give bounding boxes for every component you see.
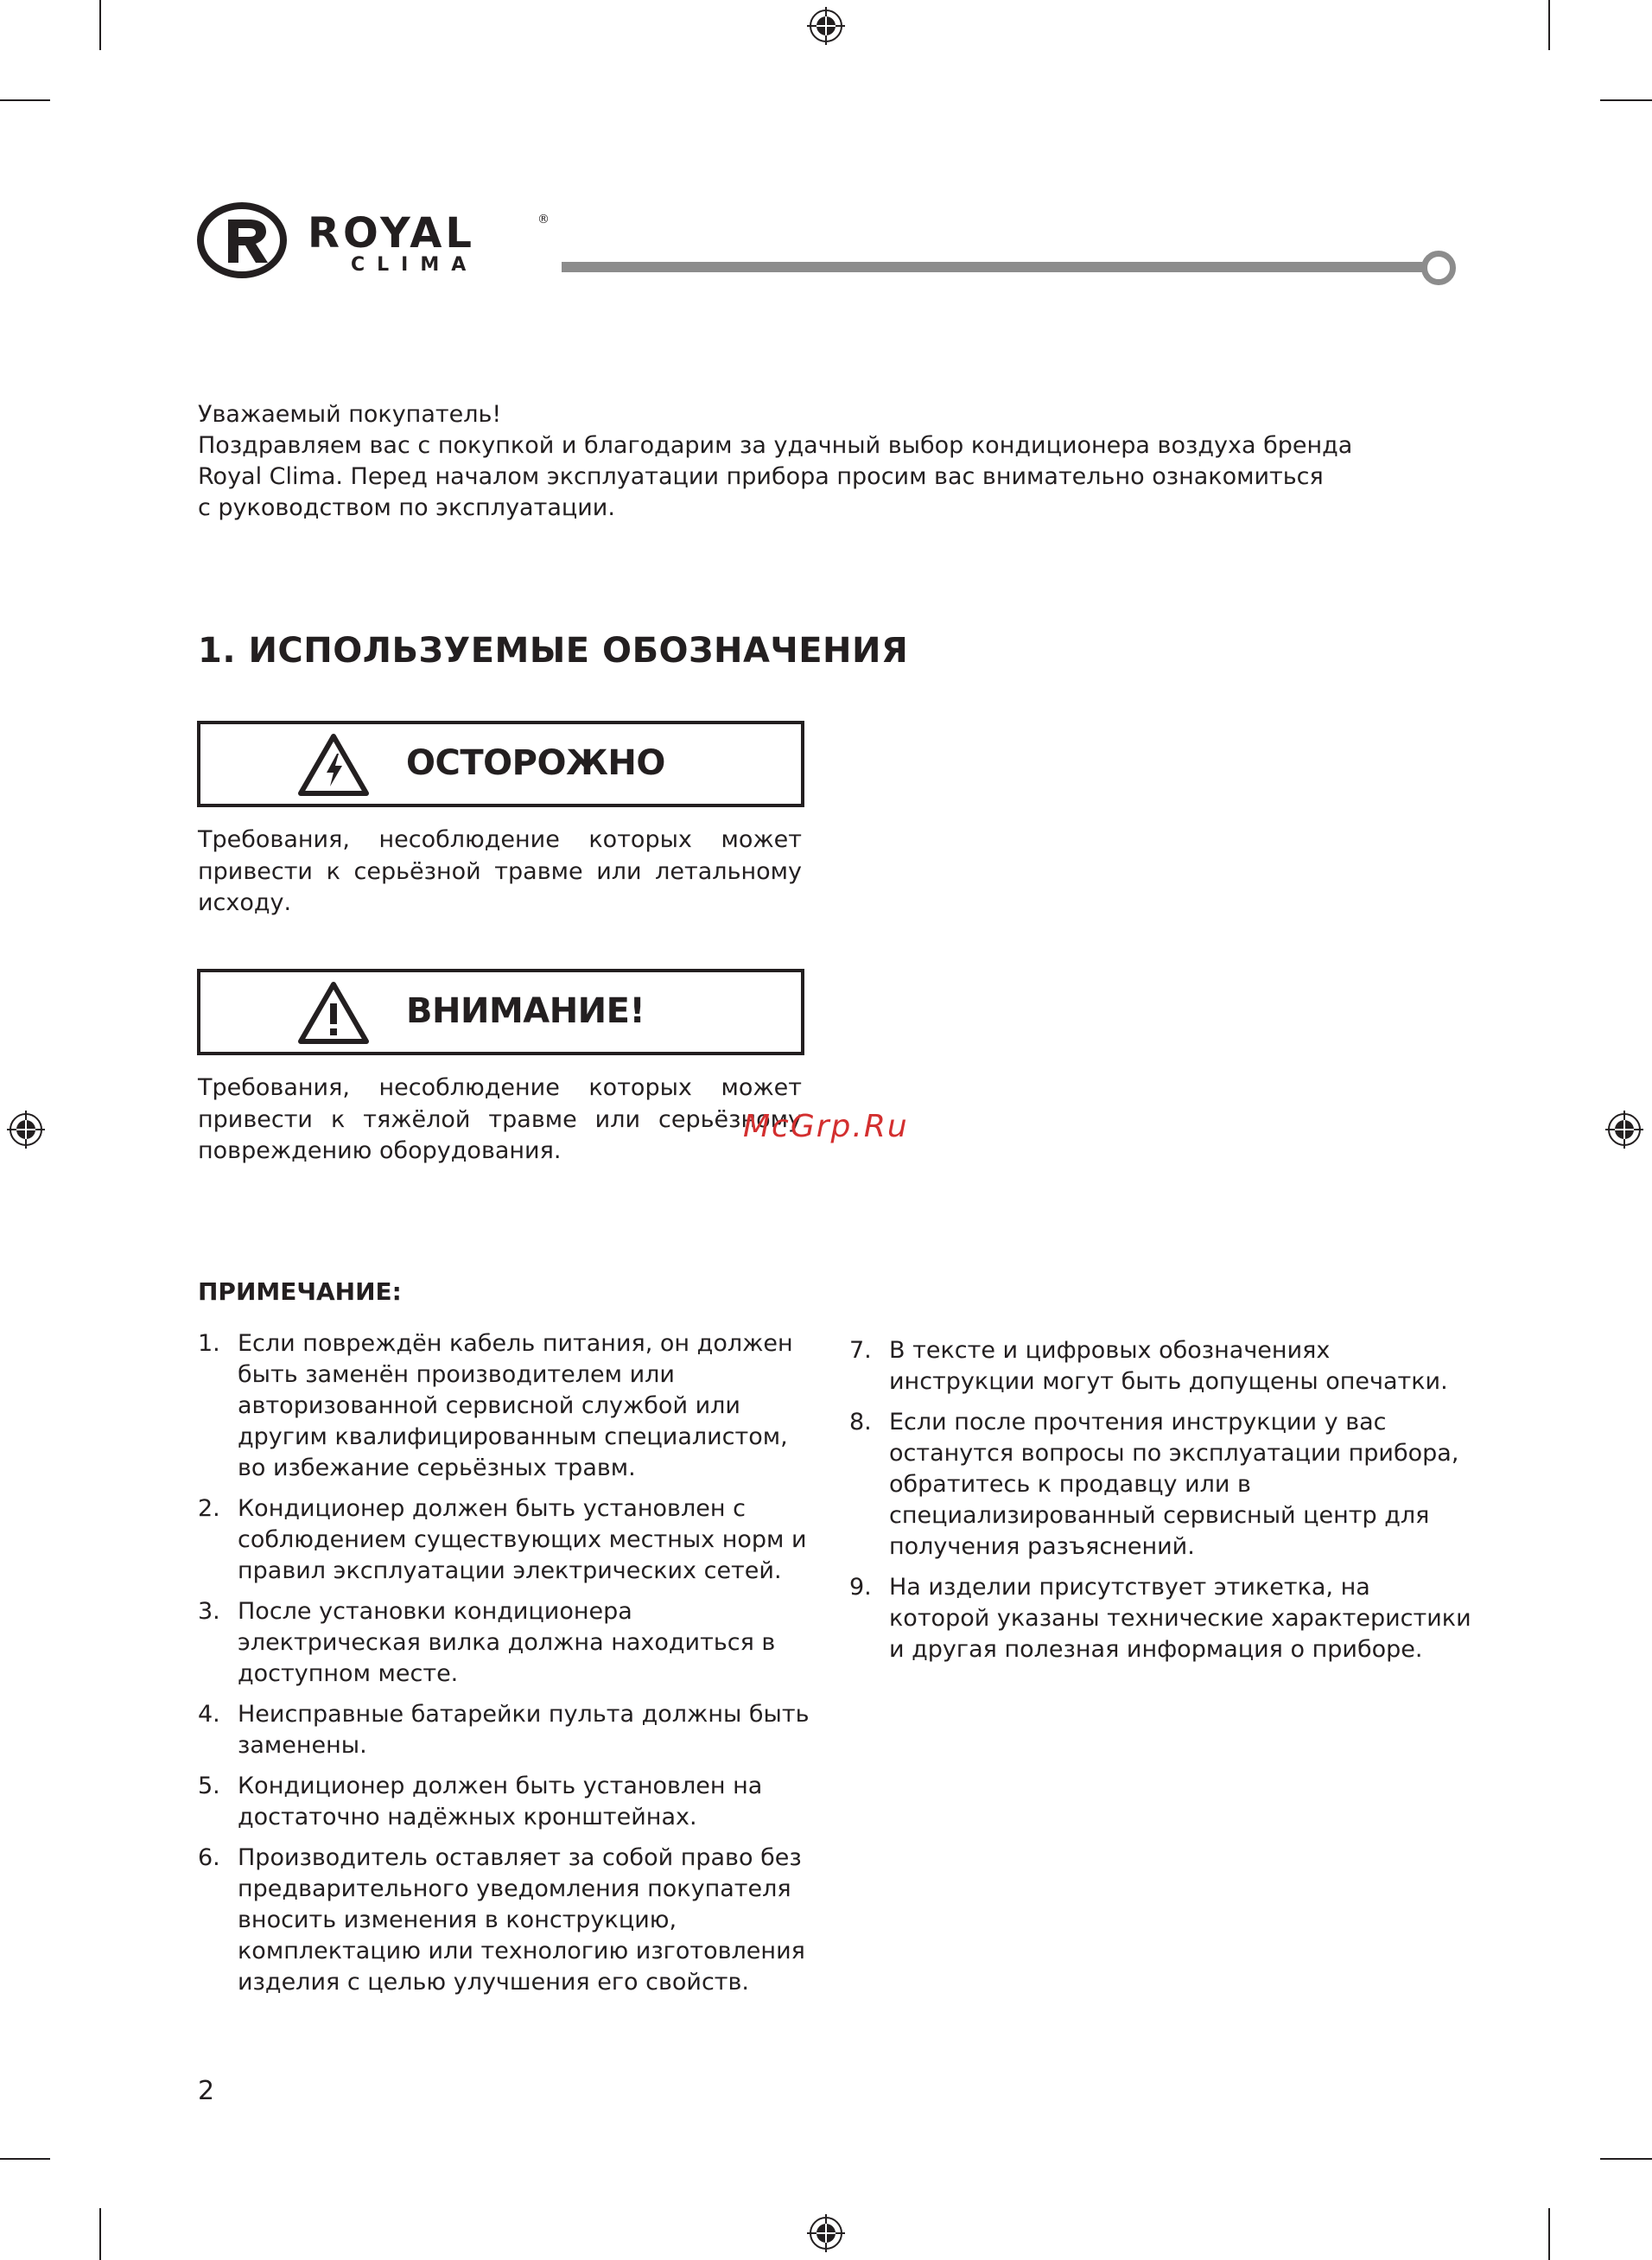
- brand-logo: [197, 197, 560, 283]
- intro-text: [198, 399, 1442, 524]
- item-text: Кондиционер должен быть установлен на достаточно надёжных кронштейнах.: [238, 1773, 763, 1830]
- list-item: [198, 1699, 820, 1761]
- list-item: [198, 1328, 820, 1484]
- header-rule: [562, 262, 1422, 272]
- crop-mark: [1600, 2158, 1652, 2160]
- item-number: 6.: [198, 1844, 220, 1871]
- list-item: [849, 1407, 1471, 1563]
- item-number: 4.: [198, 1701, 220, 1728]
- watermark: McGrp.Ru: [743, 1109, 909, 1144]
- section-title: 1. ИСПОЛЬЗУЕМЫЕ ОБОЗНАЧЕНИЯ: [198, 631, 909, 671]
- crop-mark: [99, 2208, 101, 2260]
- caution-label: ОСТОРОЖНО: [406, 743, 665, 783]
- attention-box: [197, 969, 804, 1055]
- registration-mark-icon: [807, 7, 845, 45]
- registered-mark: ®: [537, 213, 550, 226]
- crop-mark: [1548, 2208, 1550, 2260]
- item-text: Неисправные батарейки пульта должны быть заменены.: [238, 1701, 810, 1759]
- notes-list-right: [849, 1335, 1471, 1675]
- brand-name: ROYAL: [308, 209, 475, 258]
- item-number: 3.: [198, 1598, 220, 1625]
- caution-description: Требования, несоблюдение которых может привести к серьёзной травме или летальному исходу.: [198, 826, 802, 916]
- greeting: Уважаемый покупатель!: [198, 401, 502, 428]
- crop-mark: [0, 2158, 50, 2160]
- item-number: 5.: [198, 1773, 220, 1799]
- brand-subname: CLIMA: [351, 254, 479, 276]
- intro-line: с руководством по эксплуатации.: [198, 494, 615, 521]
- item-text: После установки кондиционера электрическая вилка должна находиться в доступном месте.: [238, 1598, 776, 1687]
- item-number: 9.: [849, 1574, 872, 1601]
- item-number: 2.: [198, 1495, 220, 1522]
- crop-mark: [1600, 99, 1652, 101]
- page-number: 2: [198, 2076, 215, 2106]
- crop-mark: [99, 0, 101, 50]
- intro-line: Поздравляем вас с покупкой и благодарим за удачный выбор кондиционера воздуха бренда: [198, 432, 1353, 459]
- item-text: Производитель оставляет за собой право без предварительного уведомления покупателя вносить изменения в конструкцию, комплектацию или технологию изготовления изделия с целью улучшения его свойств.: [238, 1844, 805, 1996]
- registration-mark-icon: [1605, 1111, 1643, 1149]
- notes-title: ПРИМЕЧАНИЕ:: [198, 1277, 402, 1306]
- crop-mark: [1548, 0, 1550, 50]
- item-number: 7.: [849, 1337, 872, 1364]
- list-item: [198, 1596, 820, 1690]
- caution-box: [197, 721, 804, 807]
- registration-mark-icon: [7, 1111, 45, 1149]
- list-item: [198, 1771, 820, 1833]
- list-item: [198, 1493, 820, 1587]
- header-rule-end-ring: [1421, 251, 1456, 285]
- list-item: [849, 1335, 1471, 1397]
- royal-r-emblem-icon: [197, 201, 287, 280]
- notes-list-left: [198, 1328, 820, 2008]
- item-text: Если повреждён кабель питания, он должен быть заменён производителем или авторизованной сервисной службой или другим квалифицированным специалистом, во избежание серьёзных травм.: [238, 1330, 793, 1481]
- item-text: Если после прочтения инструкции у вас останутся вопросы по эксплуатации прибора, обратитесь к продавцу или в специализированный сервисный центр для получения разъяснений.: [889, 1409, 1459, 1560]
- item-number: 8.: [849, 1409, 872, 1436]
- item-text: В тексте и цифровых обозначениях инструкции могут быть допущены опечатки.: [889, 1337, 1448, 1395]
- crop-mark: [0, 99, 50, 101]
- item-number: 1.: [198, 1330, 220, 1357]
- item-text: На изделии присутствует этикетка, на которой указаны технические характеристики и другая полезная информация о приборе.: [889, 1574, 1471, 1663]
- item-text: Кондиционер должен быть установлен с соблюдением существующих местных норм и правил эксплуатации электрических сетей.: [238, 1495, 807, 1584]
- high-voltage-icon: [297, 733, 370, 797]
- attention-description: Требования, несоблюдение которых может привести к тяжёлой травме или серьёзному повреждению оборудования.: [198, 1074, 802, 1164]
- list-item: [198, 1843, 820, 1998]
- intro-line: Royal Clima. Перед началом эксплуатации прибора просим вас внимательно ознакомиться: [198, 463, 1324, 490]
- exclamation-warning-icon: [297, 981, 370, 1045]
- attention-label: ВНИМАНИЕ!: [406, 991, 645, 1031]
- registration-mark-icon: [807, 2214, 845, 2252]
- list-item: [849, 1572, 1471, 1665]
